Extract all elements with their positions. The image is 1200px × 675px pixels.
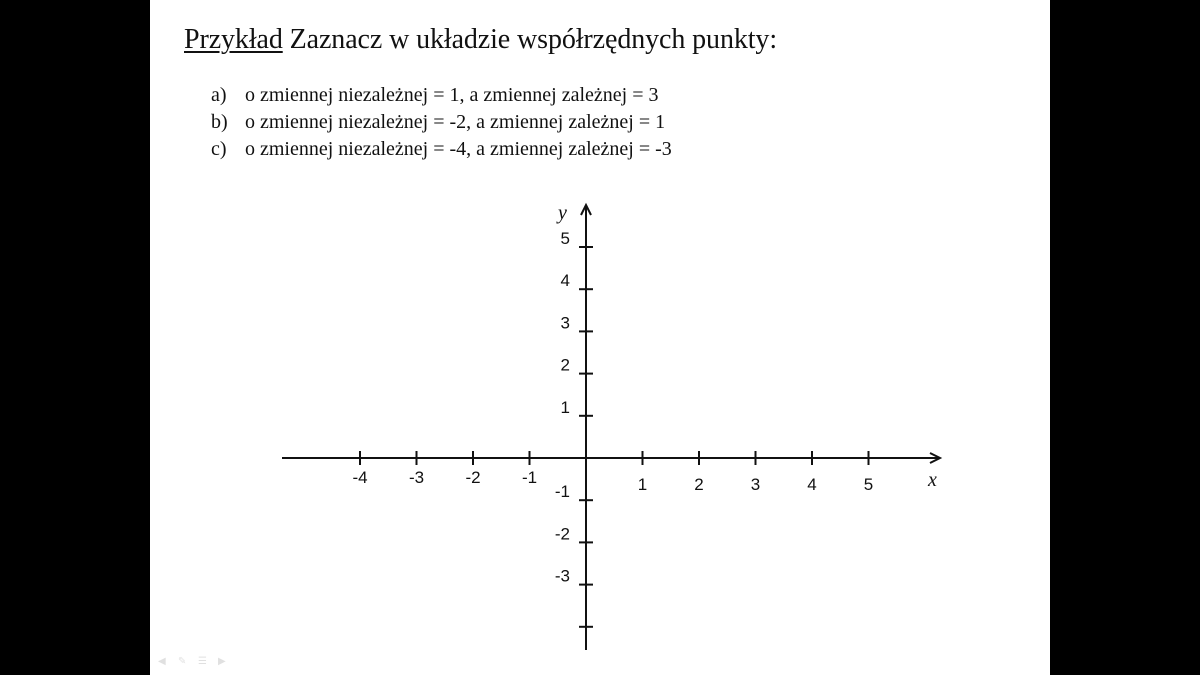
coordinate-system [150, 0, 1050, 675]
x-tick-label: 2 [694, 475, 704, 494]
previous-icon[interactable]: ◀ [158, 656, 166, 667]
task-text: o zmiennej niezależnej = -4, a zmiennej zależnej = -3 [245, 138, 672, 160]
menu-icon[interactable]: ☰ [198, 656, 207, 667]
x-tick-label: -3 [408, 468, 425, 487]
task-letter: b) [211, 111, 228, 133]
x-tick-label: -2 [465, 468, 481, 487]
y-tick-label: 3 [560, 313, 570, 333]
next-icon[interactable]: ▶ [218, 656, 226, 667]
y-axis-label: y [558, 202, 567, 224]
player-controls[interactable] [158, 657, 230, 667]
title-prefix: Przykład [184, 24, 283, 55]
task-letter: c) [211, 138, 227, 160]
x-axis-label: x [928, 469, 937, 491]
task-letter: a) [211, 84, 227, 106]
y-tick-label: 5 [560, 229, 570, 248]
y-tick-label: -1 [554, 482, 570, 502]
task-text: o zmiennej niezależnej = 1, a zmiennej zależnej = 3 [245, 84, 659, 106]
y-tick-label: 2 [560, 355, 570, 375]
x-tick-label: -4 [352, 468, 368, 487]
x-tick-label: 5 [863, 475, 874, 494]
x-tick-label: 4 [807, 475, 817, 494]
x-tick-label: 3 [750, 475, 761, 494]
y-tick-label: 1 [560, 397, 570, 417]
pen-icon[interactable]: ✎ [178, 656, 187, 667]
x-tick-label: 1 [637, 475, 648, 494]
x-tick-label: -1 [521, 468, 538, 487]
title-text: Zaznacz w układzie współrzędnych punkty: [282, 24, 778, 55]
presentation-slide [150, 0, 1050, 675]
task-text: o zmiennej niezależnej = -2, a zmiennej zależnej = 1 [245, 111, 666, 133]
y-tick-label: -3 [554, 566, 570, 586]
y-tick-label: 4 [560, 271, 570, 291]
y-tick-label: -2 [554, 524, 570, 544]
